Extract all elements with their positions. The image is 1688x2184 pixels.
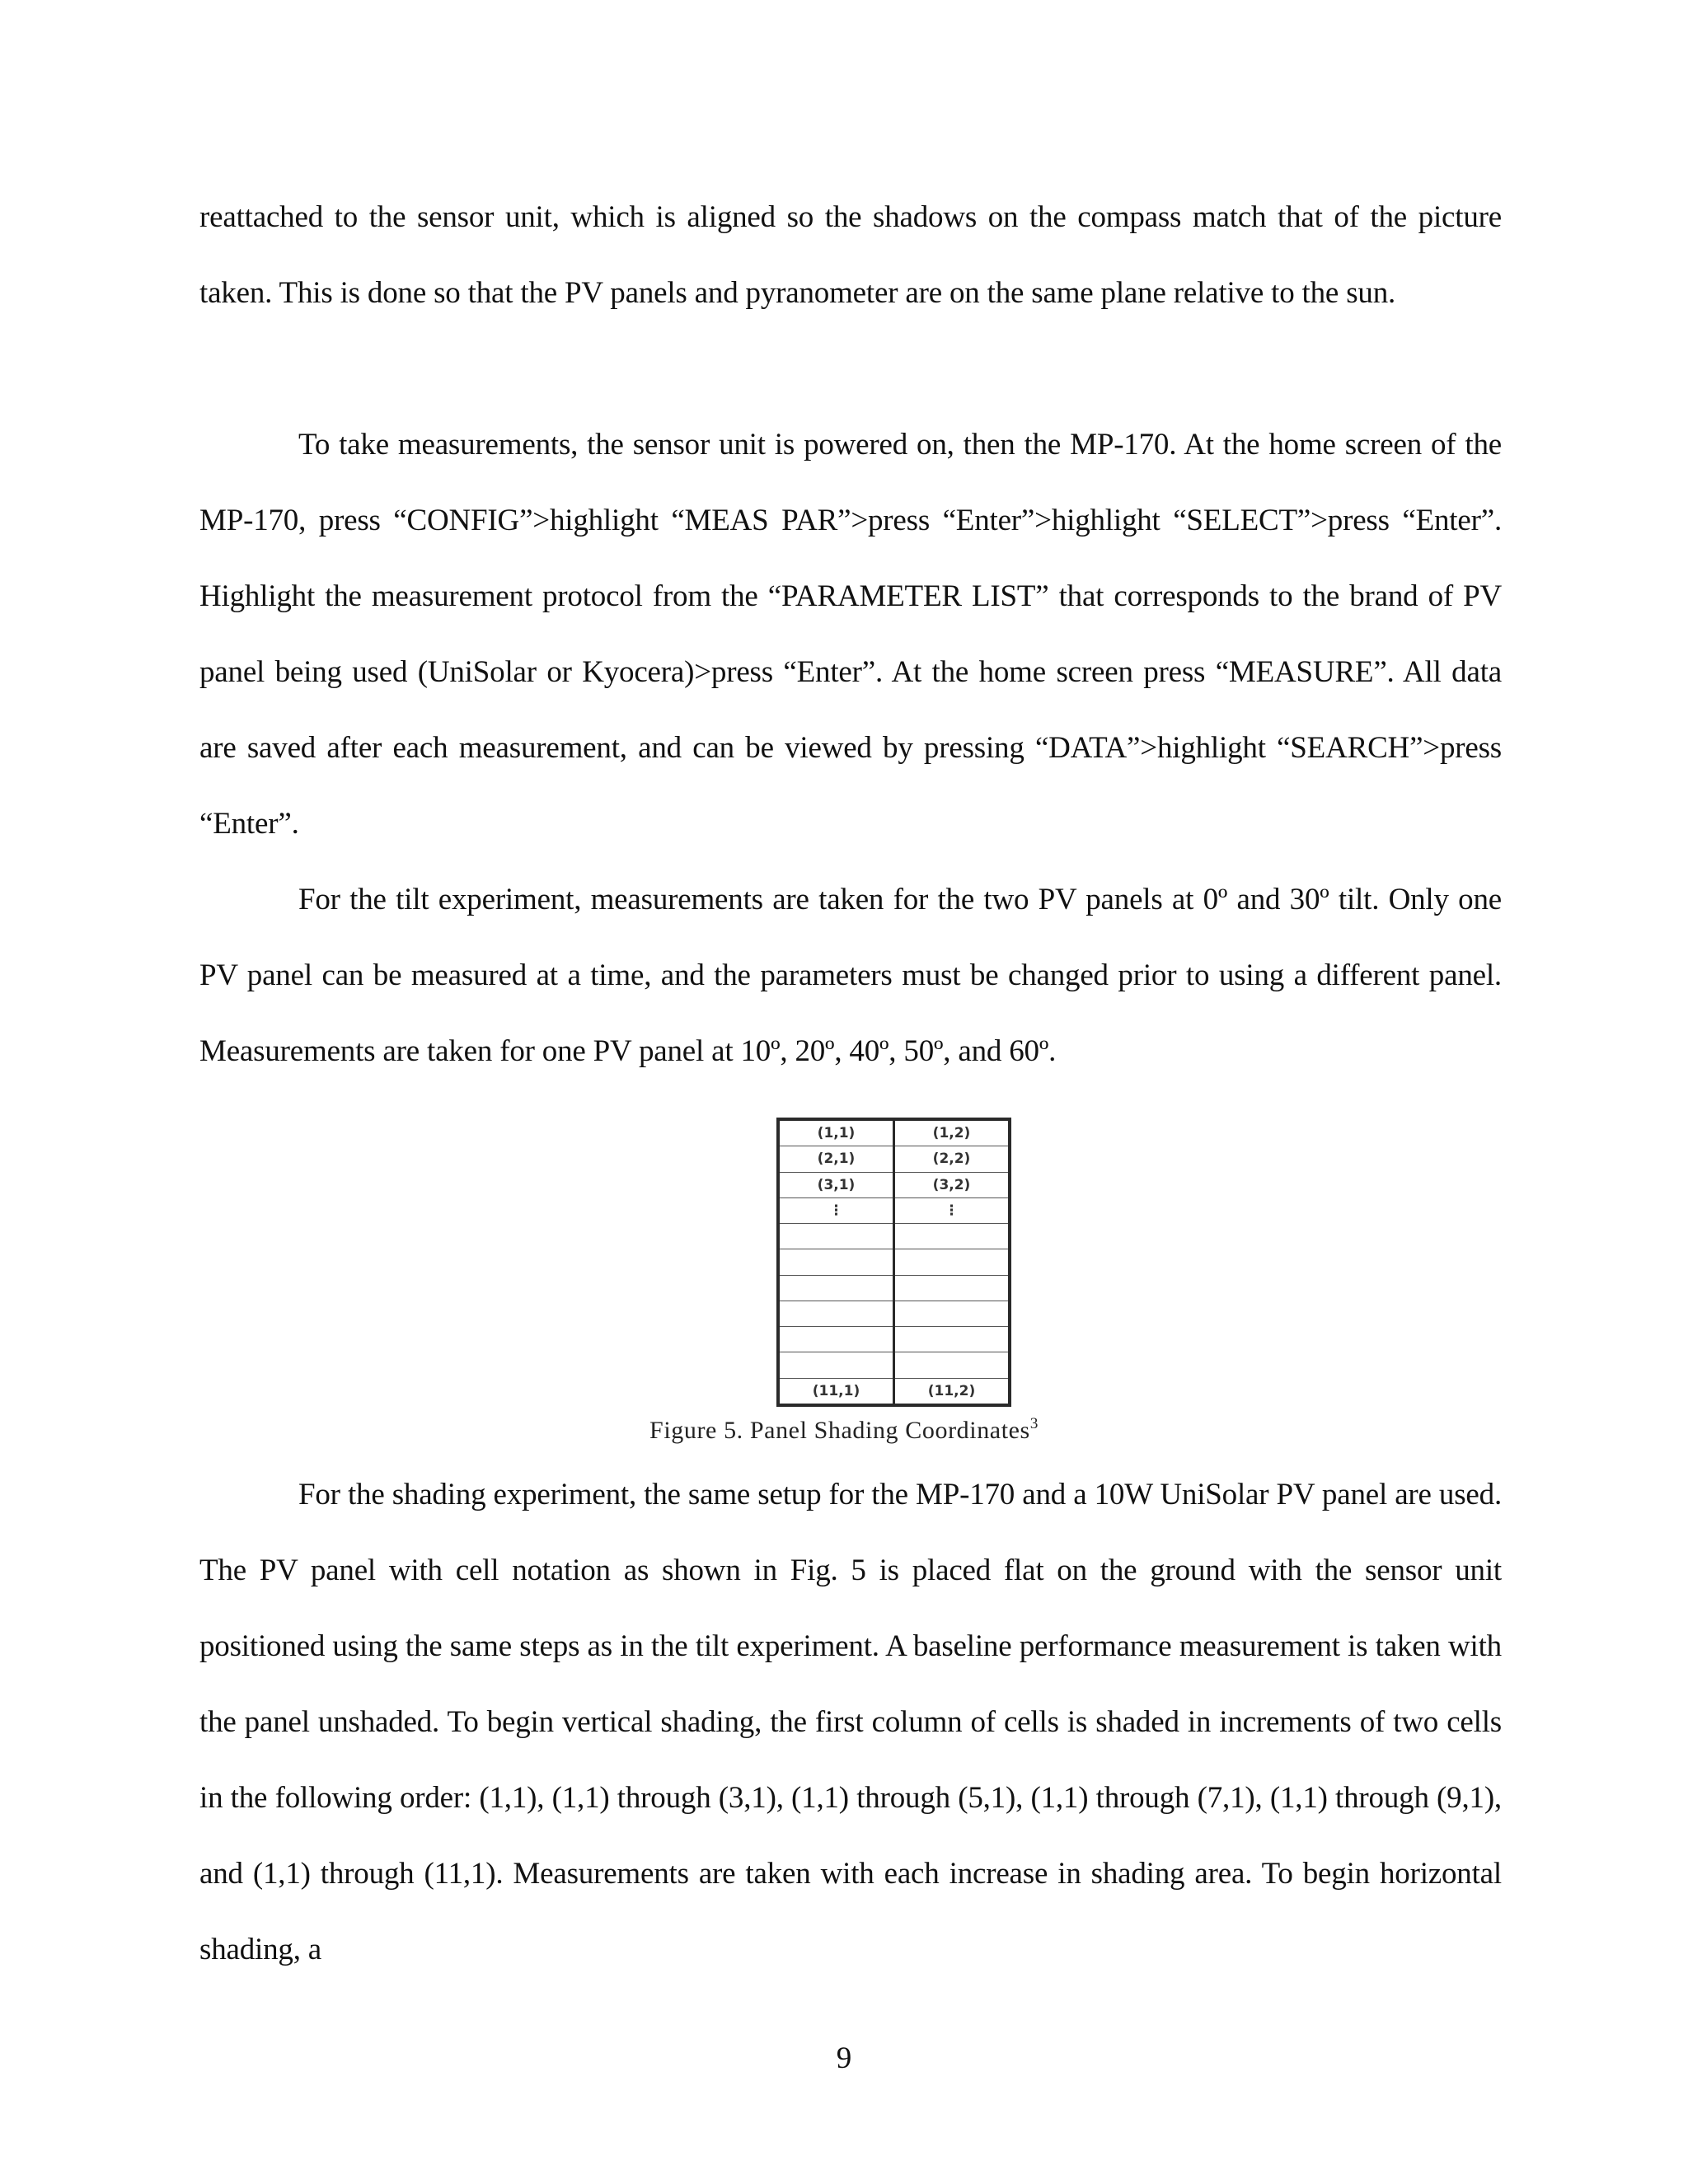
grid-row [780, 1121, 1008, 1146]
grid-row [780, 1197, 1008, 1223]
grid-cell [780, 1352, 894, 1378]
figure-caption [0, 1415, 1688, 1445]
grid-cell: (3,2) [894, 1172, 1009, 1197]
grid-cell: (3,1) [780, 1172, 894, 1197]
grid-cell [780, 1327, 894, 1352]
figure-caption-text: Figure 5. Panel Shading Coordinates [649, 1417, 1030, 1444]
grid-cell: (1,1) [780, 1121, 894, 1146]
grid-row [780, 1301, 1008, 1326]
panel-shading-coordinates-figure [776, 1118, 1011, 1407]
grid-cell [894, 1301, 1009, 1326]
vertical-ellipsis: ⋮ [894, 1197, 1009, 1223]
grid-row [780, 1275, 1008, 1301]
grid-cell [894, 1275, 1009, 1301]
grid-row [780, 1327, 1008, 1352]
grid-row [780, 1249, 1008, 1275]
grid-cell [894, 1352, 1009, 1378]
grid-cell [780, 1301, 894, 1326]
grid-cell [780, 1275, 894, 1301]
grid-row [780, 1224, 1008, 1249]
grid-row [780, 1146, 1008, 1172]
paragraph-continuation: reattached to the sensor unit, which is aligned so the shadows on the compass match that of the picture taken. This is done so that the PV panels and pyranometer are on the same plane relative to the sun. [199, 200, 1502, 310]
grid-cell [780, 1249, 894, 1275]
vertical-ellipsis: ⋮ [780, 1197, 894, 1223]
grid-cell: (2,1) [780, 1146, 894, 1172]
cell-grid [780, 1121, 1008, 1404]
grid-cell: (11,1) [780, 1378, 894, 1404]
grid-row [780, 1172, 1008, 1197]
grid-cell [894, 1327, 1009, 1352]
grid-cell [780, 1224, 894, 1249]
grid-row [780, 1352, 1008, 1378]
grid-row [780, 1378, 1008, 1404]
paragraph-measurement-procedure: To take measurements, the sensor unit is powered on, then the MP-170. At the home screen of the MP-170, press “CONFIG”>highlight “MEAS PAR”>press “Enter”>highlight “SELECT”>press “Enter”. Highlight the measurement protocol from the “PARAMETER LIST” that corresponds to the brand of PV panel being used (UniSolar or Kyocera)>press “Enter”. At the home screen press “MEASURE”. All data are saved after each measurement, and can be viewed by pressing “DATA”>highlight “SEARCH”>press “Enter”. [199, 428, 1502, 841]
grid-cell: (1,2) [894, 1121, 1009, 1146]
grid-cell [894, 1249, 1009, 1275]
paragraph-shading-experiment: For the shading experiment, the same setup for the MP-170 and a 10W UniSolar PV panel are used. The PV panel with cell notation as shown in Fig. 5 is placed flat on the ground with the sensor unit positioned using the same steps as in the tilt experiment. A baseline performance measurement is taken with the panel unshaded. To begin vertical shading, the first column of cells is shaded in increments of two cells in the following order: (1,1), (1,1) through (3,1), (1,1) through (5,1), (1,1) through (7,1), (1,1) through (9,1), and (1,1) through (11,1). Measurements are taken with each increase in shading area. To begin horizontal shading, a [199, 1478, 1502, 1966]
paragraph-tilt-experiment: For the tilt experiment, measurements are taken for the two PV panels at 0º and 30º tilt. Only one PV panel can be measured at a time, and the parameters must be changed prior to using a different panel. Measurements are taken for one PV panel at 10º, 20º, 40º, 50º, and 60º. [199, 883, 1502, 1068]
grid-cell: (2,2) [894, 1146, 1009, 1172]
citation-superscript: 3 [1029, 1415, 1039, 1432]
grid-cell: (11,2) [894, 1378, 1009, 1404]
grid-cell [894, 1224, 1009, 1249]
page-number: 9 [836, 2041, 852, 2075]
